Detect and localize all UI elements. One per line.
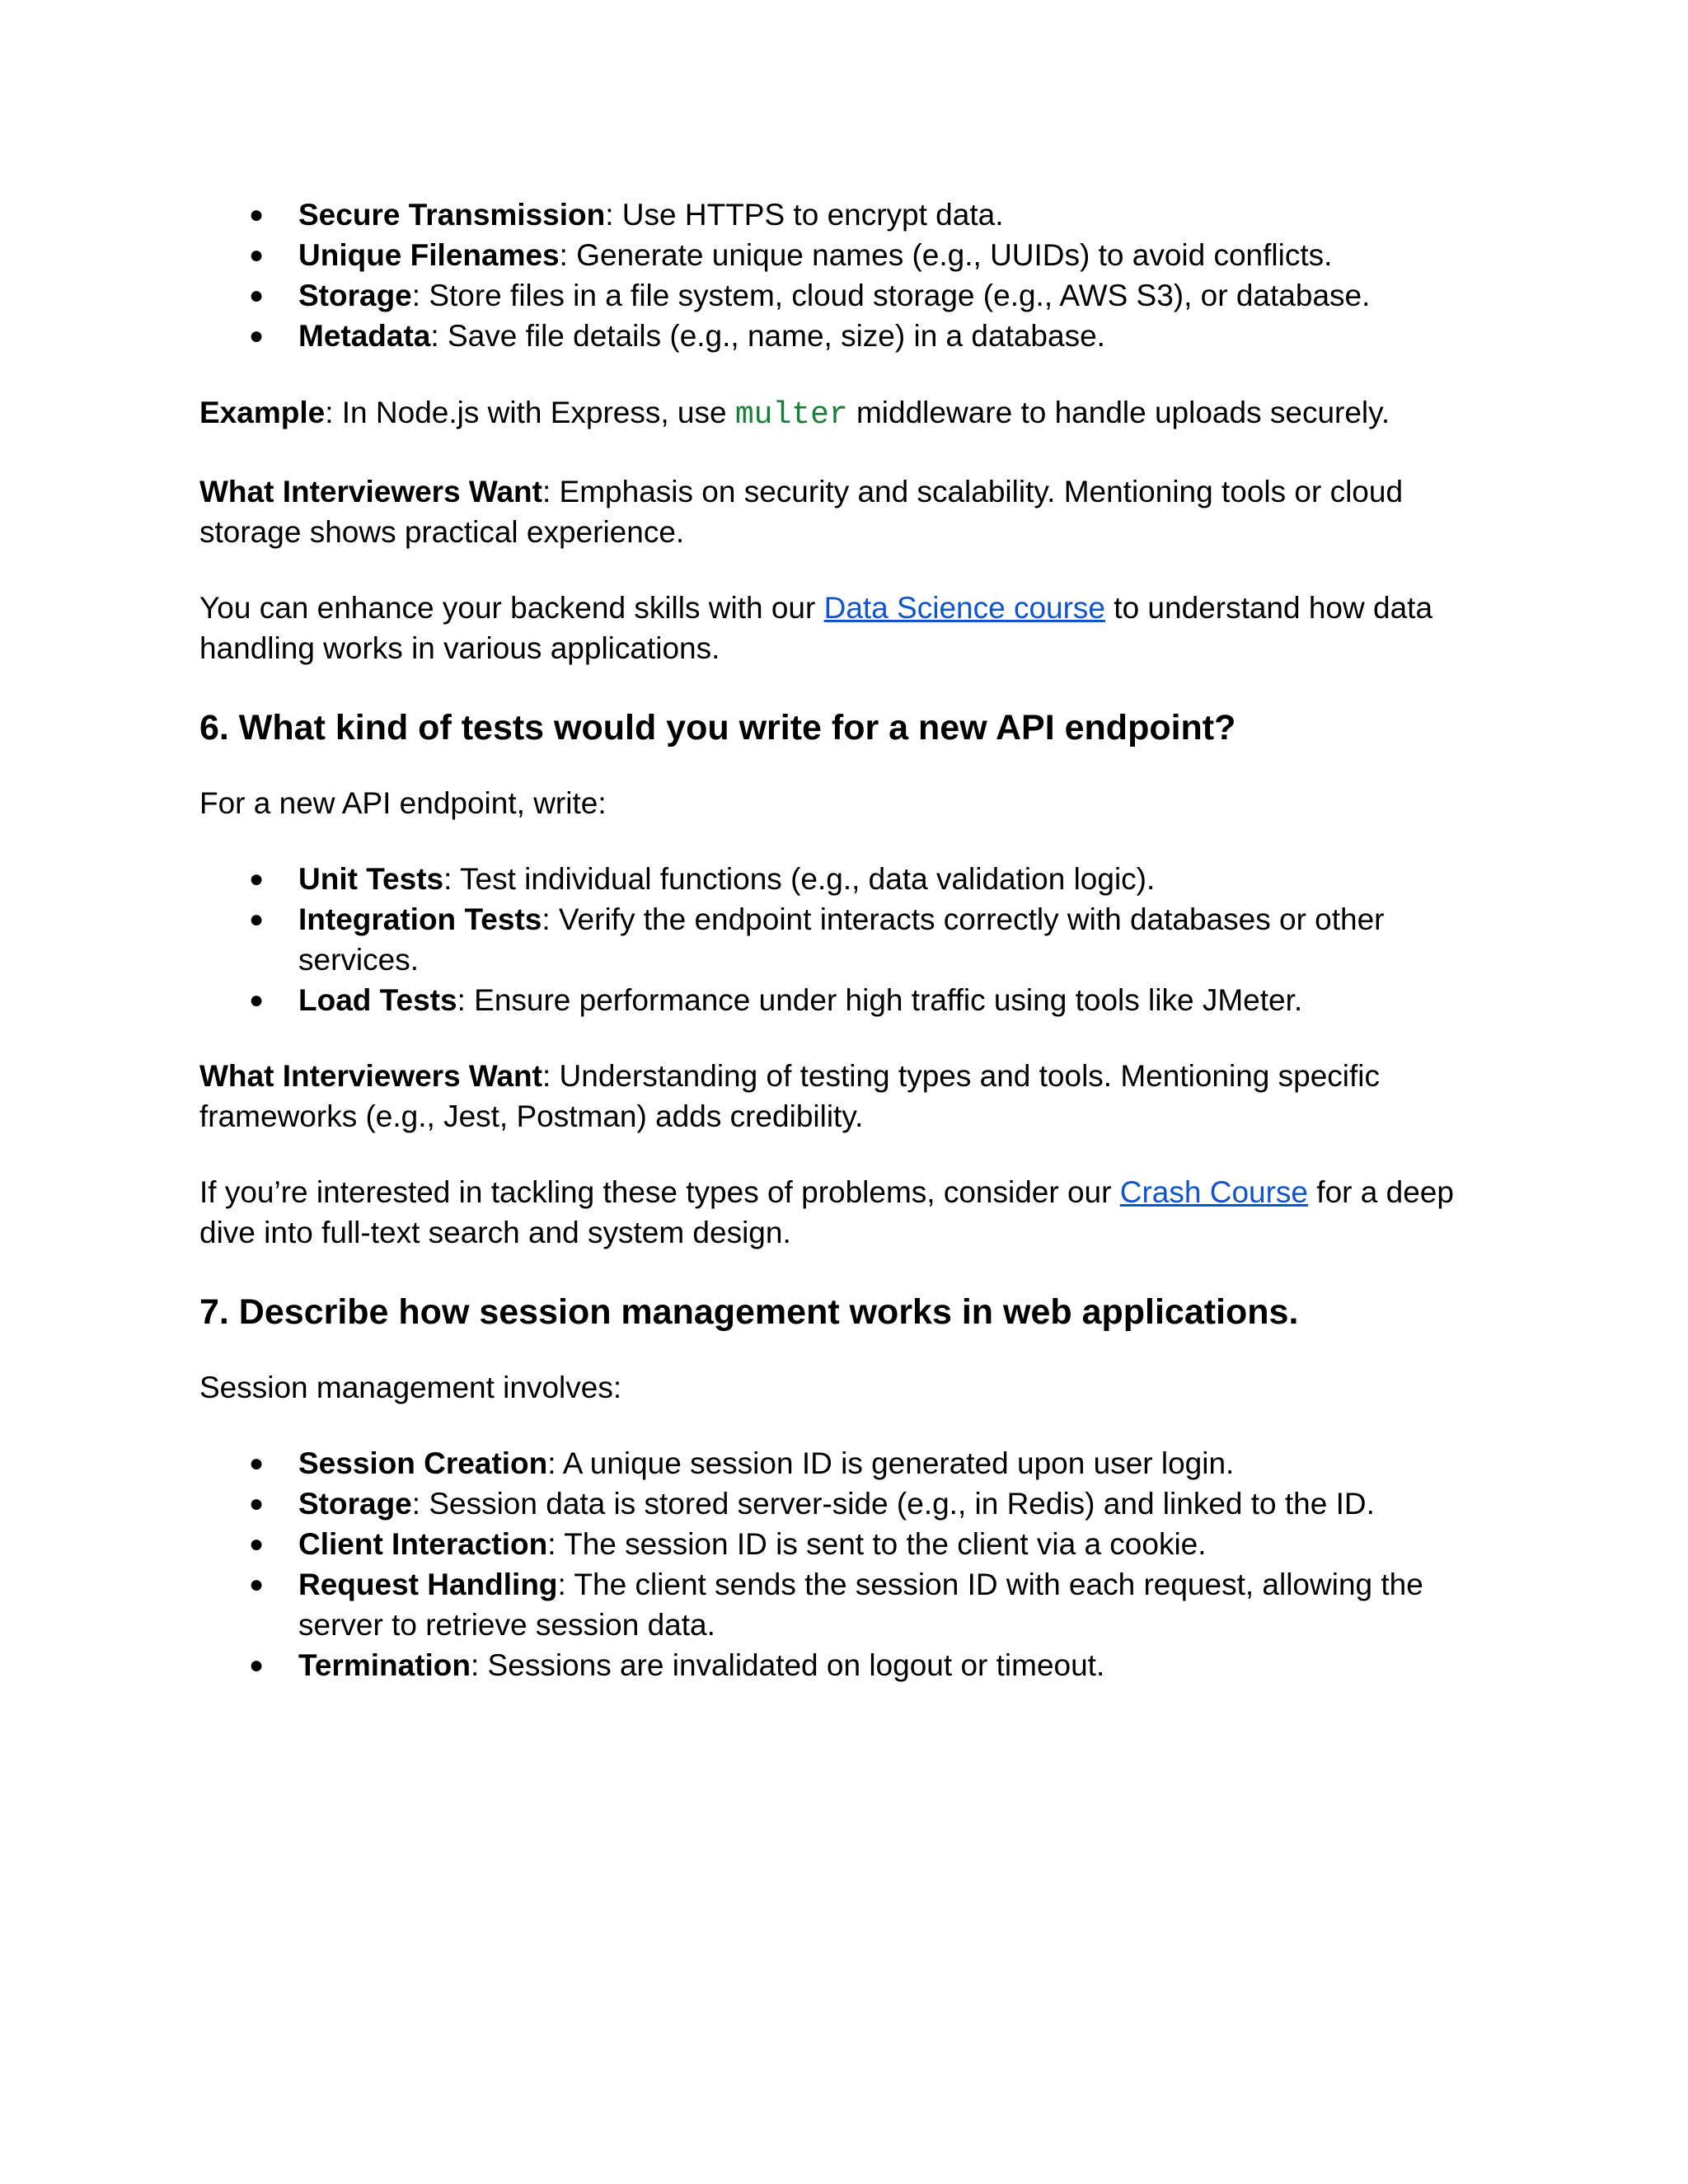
example-paragraph: [199, 392, 1485, 435]
list-item-term: Request Handling: [298, 1568, 558, 1601]
interviewers-want-label: What Interviewers Want: [199, 1059, 542, 1093]
bullet-icon: ●: [249, 1490, 265, 1517]
document-body: [199, 194, 1485, 1685]
bullet-icon: ●: [249, 1530, 265, 1558]
list-item-term: Metadata: [298, 319, 431, 353]
list-item: [199, 316, 1485, 356]
list-item-term: Unit Tests: [298, 862, 444, 896]
bullet-icon: ●: [249, 865, 265, 893]
test-types-list: [199, 859, 1485, 1020]
section-7-intro: Session management involves:: [199, 1371, 622, 1404]
list-item: [199, 1564, 1485, 1645]
list-item: [199, 1645, 1485, 1685]
section-6-intro: For a new API endpoint, write:: [199, 786, 607, 820]
list-item-text: : Generate unique names (e.g., UUIDs) to avoid conflicts.: [559, 238, 1333, 272]
interviewers-want-label: What Interviewers Want: [199, 475, 542, 509]
interviewers-want-paragraph: [199, 471, 1485, 552]
list-item-text: : Ensure performance under high traffic using tools like JMeter.: [457, 983, 1303, 1017]
example-label: Example: [199, 396, 326, 429]
interviewers-want-paragraph: [199, 1056, 1485, 1137]
list-item-text: : Test individual functions (e.g., data validation logic).: [443, 862, 1156, 896]
list-item-text: : Session data is stored server-side (e.g., in Redis) and linked to the ID.: [411, 1487, 1375, 1521]
list-item-term: Client Interaction: [298, 1527, 548, 1561]
list-item-text: : A unique session ID is generated upon user login.: [547, 1446, 1235, 1480]
list-item-text: : Use HTTPS to encrypt data.: [605, 198, 1004, 232]
bullet-icon: ●: [249, 201, 265, 228]
list-item-term: Storage: [298, 1487, 412, 1521]
list-item-term: Integration Tests: [298, 902, 542, 936]
bullet-icon: ●: [249, 987, 265, 1014]
list-item: [199, 980, 1485, 1020]
list-item: [199, 235, 1485, 275]
list-item: [199, 859, 1485, 899]
list-item: [199, 1443, 1485, 1483]
code-snippet: multer: [734, 397, 848, 433]
list-item-text: : The client sends the session ID with each request, allowing the server to retrieve session data.: [298, 1568, 1423, 1642]
list-item-term: Storage: [298, 279, 412, 312]
list-item-term: Unique Filenames: [298, 238, 560, 272]
list-item: [199, 275, 1485, 316]
bullet-icon: ●: [249, 1652, 265, 1679]
list-item-text: : Verify the endpoint interacts correctly with databases or other services.: [298, 902, 1385, 977]
bullet-icon: ●: [249, 322, 265, 349]
list-item-term: Load Tests: [298, 983, 457, 1017]
list-item: [199, 194, 1485, 235]
crash-course-link[interactable]: Crash Course: [1119, 1175, 1309, 1209]
list-item: [199, 899, 1485, 980]
list-item-term: Session Creation: [298, 1446, 548, 1480]
list-item-text: : Save file details (e.g., name, size) in a database.: [430, 319, 1105, 353]
promo-text-end: to understand how data handling works in various applications.: [199, 591, 1433, 665]
bullet-icon: ●: [249, 241, 265, 269]
list-item-term: Secure Transmission: [298, 198, 606, 232]
promo-text-end: for a deep dive into full-text search and system design.: [199, 1175, 1454, 1249]
data-science-course-link[interactable]: Data Science course: [823, 591, 1106, 625]
example-text-end: middleware to handle uploads securely.: [847, 396, 1390, 429]
list-item-text: : Sessions are invalidated on logout or timeout.: [471, 1648, 1105, 1682]
list-item-term: Termination: [298, 1648, 471, 1682]
promo-text: If you’re interested in tackling these types of problems, consider our: [199, 1175, 1120, 1209]
bullet-icon: ●: [249, 906, 265, 933]
bullet-icon: ●: [249, 1450, 265, 1477]
list-item: [199, 1524, 1485, 1564]
interviewers-want-text: : Emphasis on security and scalability. Mentioning tools or cloud storage shows practical experience.: [199, 475, 1404, 549]
promo-paragraph: [199, 588, 1485, 668]
list-item: [199, 1483, 1485, 1524]
example-text: : In Node.js with Express, use: [325, 396, 735, 429]
promo-paragraph: [199, 1172, 1485, 1253]
list-item-text: : The session ID is sent to the client via a cookie.: [547, 1527, 1207, 1561]
section-7-heading: 7. Describe how session management works in web applications.: [199, 1292, 1299, 1332]
upload-practices-list: [199, 194, 1485, 356]
bullet-icon: ●: [249, 1571, 265, 1598]
session-management-list: [199, 1443, 1485, 1685]
list-item-text: : Store files in a file system, cloud storage (e.g., AWS S3), or database.: [411, 279, 1371, 312]
section-6-heading: 6. What kind of tests would you write for a new API endpoint?: [199, 708, 1236, 748]
bullet-icon: ●: [249, 282, 265, 309]
interviewers-want-text: : Understanding of testing types and tools. Mentioning specific frameworks (e.g., Jest, Postman) adds credibility.: [199, 1059, 1381, 1133]
promo-text: You can enhance your backend skills with our: [199, 591, 824, 625]
